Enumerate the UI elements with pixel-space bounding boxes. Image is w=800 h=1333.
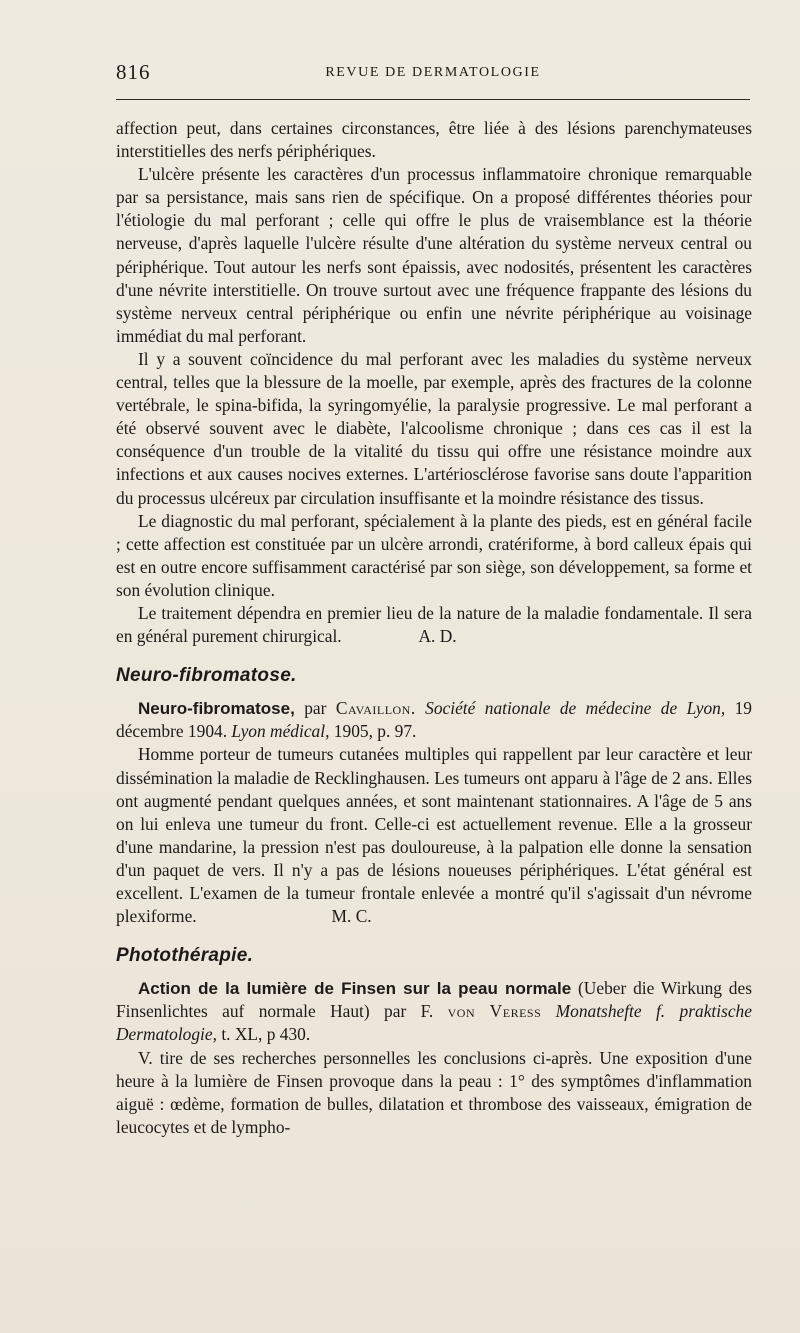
section-heading-phototherapie: Photothérapie. [116, 945, 254, 967]
par-word: par [304, 698, 327, 719]
finsen-author: von Veress [447, 1001, 542, 1022]
finsen-subtitle: (Ueber die Wirkung des Finsenlichtes auf normale Haut) par F. [116, 978, 752, 1022]
paragraph-1: affection peut, dans certaines circonstances, être liée à des lésions parenchymateuses interstitielles des nerfs périphériques. [116, 118, 752, 162]
running-head: REVUE DE DERMATOLOGIE [325, 65, 541, 80]
neuro-fibromatose-text [116, 743, 752, 928]
paragraph-2: L'ulcère présente les caractères d'un processus inflammatoire chronique remarquable par sa persistance, mais sans rien de spécifique. On a proposé différentes théories pour l'étiologie du mal perforant ; celle qui offre le plus de vraisemblance est la théorie nerveuse, d'après laquelle l'ulcère résulte d'une altération du système nerveux central ou périphérique. Tout autour les nerfs sont épaissis, avec nodosités, présentent les caractères d'une névrite interstitielle. On trouve surtout avec une fréquence frappante des lésions du système nerveux central périphérique ou enfin une névrite périphérique au voisinage immédiat du mal perforant. [116, 164, 752, 346]
citation-neuro-fibromatose [116, 697, 752, 743]
paragraph-3: Il y a souvent coïncidence du mal perforant avec les maladies du système nerveux central, telles que la blessure de la moelle, par exemple, après des fractures de la colonne vertébrale, le spina-bifida, la syringomyélie, la paralysie progressive. Le mal perforant a été observé souvent avec le diabète, l'alcoolisme chronique ; dans ces cas il est la conséquence d'un trouble de la vitalité du tissu qui offre une résistance moindre aux infections et aux causes nocives externes. L'artériosclérose favorise sans doute l'apparition du processus ulcéreux par circulation insuffisante et la moindre résistance des tissus. [116, 348, 752, 508]
signature-ad: A. D. [418, 626, 457, 647]
section-heading-neuro-fibromatose: Neuro-fibromatose. [116, 665, 297, 687]
neuro-fibromatose-body: Homme porteur de tumeurs cutanées multiples qui rappellent par leur caractère et leur dissémination la maladie de Recklinghausen. Les tumeurs ont apparu à l'âge de 2 ans. Elles ont augmenté pendant quelques années, et sont maintenant stationnaires. A l'âge de 5 ans on lui enleva une tumeur du front. Celle-ci est actuellement revenue. Elle a la grosseur d'une mandarine, la pression n'est pas douloureuse, à la palpation elle donne la sensation d'un paquet de vers. Il n'y a pas de lésions noueuses périphériques. L'état général est excellent. L'examen de la tumeur frontale enlevée a montré qu'il s'agissait d'un névrome plexiforme. [116, 744, 752, 927]
author-name: Cavaillon. [335, 698, 416, 719]
finsen-article-title: Action de la lumière de Finsen sur la peau normale [138, 979, 572, 999]
paragraph-5-text: Le traitement dépendra en premier lieu de la nature de la maladie fondamentale. Il sera en général purement chirurgical. [116, 602, 752, 647]
body-text [116, 117, 752, 1139]
signature-mc: M. C. [331, 906, 372, 927]
paragraph-4: Le diagnostic du mal perforant, spécialement à la plante des pieds, est en général facile ; cette affection est constituée par un ulcère arrondi, cratériforme, à bord calleux épais qui est en outre encore suffisamment caractérisé par son siège, son développement, sa forme et son évolution clinique. [116, 510, 752, 600]
citation-finsen [116, 977, 752, 1046]
paragraph-5 [116, 602, 752, 648]
finsen-text: V. tire de ses recherches personnelles les conclusions ci-après. Une exposition d'une heure à la lumière de Finsen provoque dans la peau : 1° des symptômes d'inflammation aiguë : œdème, formation de bulles, dilatation et thrombose des vaisseaux, émigration de leucocytes et de lympho- [116, 1047, 752, 1137]
page-number: 816 [116, 60, 151, 84]
finsen-ref: t. XL, p 430. [221, 1024, 311, 1045]
source-name: Société nationale de médecine de Lyon, [425, 698, 726, 719]
finsen-journal: Monatshefte f. praktische Dermatologie, [116, 1001, 752, 1045]
header-rule [116, 99, 750, 100]
journal-ref: 1905, p. 97. [333, 721, 417, 742]
source-date: 19 décembre 1904. [116, 698, 752, 742]
journal-name: Lyon médical, [231, 721, 330, 742]
page-header [116, 60, 750, 90]
article-title: Neuro-fibromatose, [138, 699, 295, 719]
